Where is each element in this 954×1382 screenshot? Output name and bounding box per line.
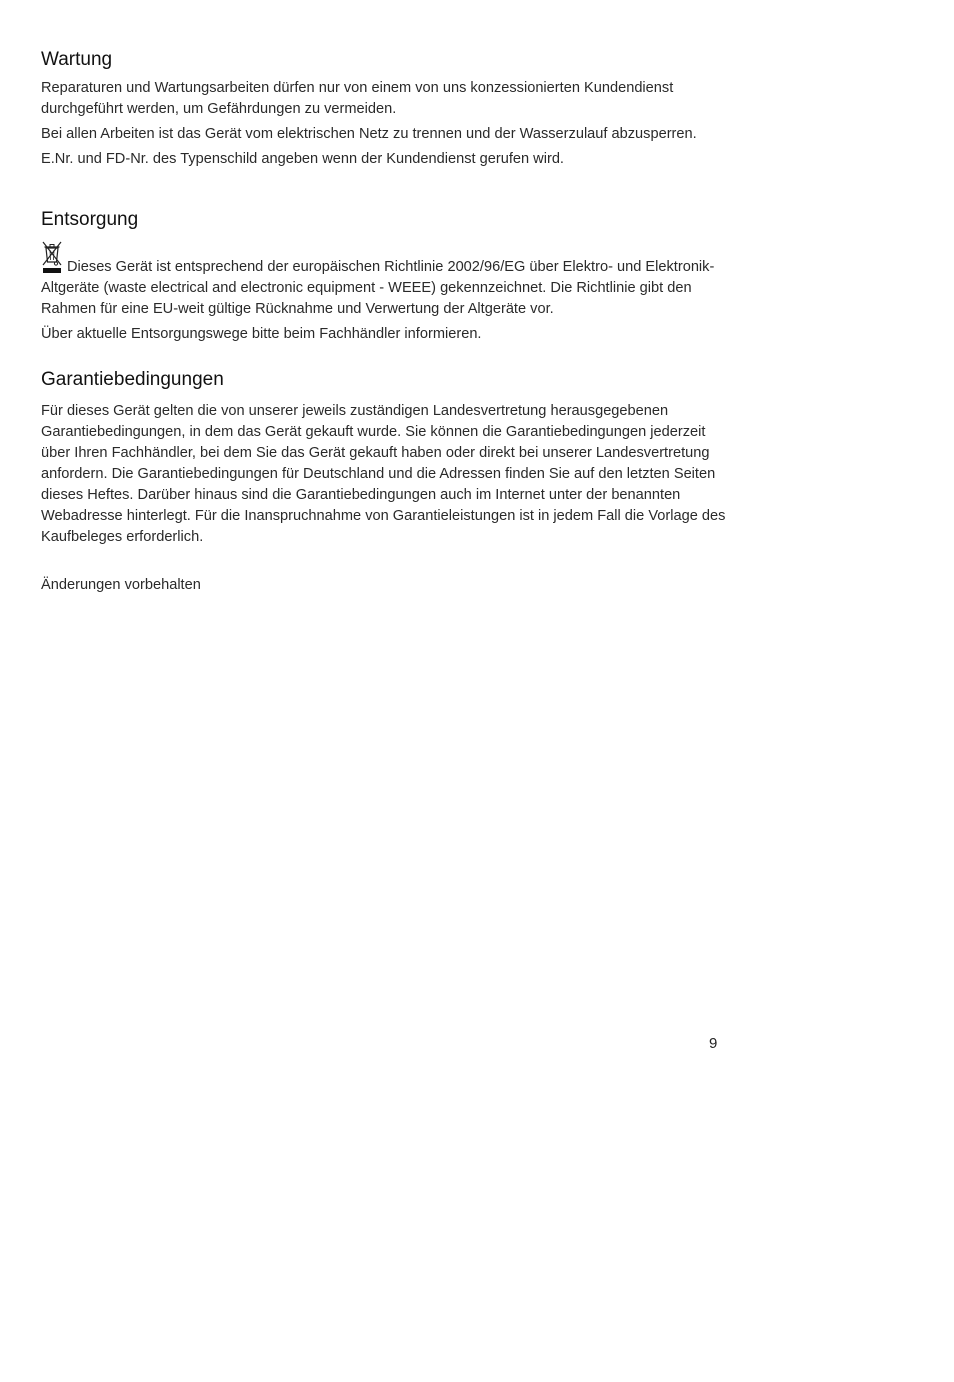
page-number: 9 — [709, 1035, 718, 1052]
section-heading-wartung: Wartung — [41, 49, 113, 70]
section-garantiebedingungen — [41, 368, 731, 548]
crossed-out-wheelie-bin-icon — [41, 240, 63, 274]
wartung-paragraph-3: E.Nr. und FD-Nr. des Typenschild angeben wenn der Kundendienst gerufen wird. — [41, 151, 564, 167]
wartung-paragraph-1: Reparaturen und Wartungsarbeiten dürfen nur von einem von uns konzessionierten Kundendienst durchgeführt werden, um Gefährdungen zu vermeiden. — [41, 80, 674, 117]
changes-note: Änderungen vorbehalten — [41, 577, 201, 593]
section-heading-garantiebedingungen: Garantiebedingungen — [41, 369, 224, 390]
entsorgung-paragraph-1-text: Dieses Gerät ist entsprechend der europäischen Richtlinie 2002/96/EG über Elektro- und Elektronik-Altgeräte (waste electrical and electronic equipment - WEEE) gekennzeichnet. Die Richtlinie gibt den Rahmen für eine EU-weit gültige Rücknahme und Verwertung der Altgeräte vor. — [41, 259, 715, 317]
wartung-paragraph-2: Bei allen Arbeiten ist das Gerät vom elektrischen Netz zu trennen und der Wasserzulauf abzusperren. — [41, 126, 697, 142]
garantie-paragraph-1: Für dieses Gerät gelten die von unserer jeweils zuständigen Landesvertretung herausgegebenen Garantiebedingungen, in dem das Gerät gekauft wurde. Sie können die Garantiebedingungen jederzeit über Ihren Fachhändler, bei dem Sie das Gerät gekauft haben oder direkt bei unserer Landesvertretung anfordern. Die Garantiebedingungen für Deutschland und die Adressen finden Sie auf den letzten Seiten dieses Heftes. Darüber hinaus sind die Garantiebedingungen auch im Internet unter der benannten Webadresse hinterlegt. Für die Inanspruchnahme von Garantieleistungen ist in jedem Fall die Vorlage des Kaufbeleges erforderlich. — [41, 403, 726, 545]
entsorgung-paragraph-1 — [41, 240, 731, 320]
entsorgung-paragraph-2: Über aktuelle Entsorgungswege bitte beim Fachhändler informieren. — [41, 326, 482, 342]
section-heading-entsorgung: Entsorgung — [41, 209, 139, 230]
section-wartung — [41, 48, 731, 170]
section-entsorgung — [41, 208, 731, 345]
